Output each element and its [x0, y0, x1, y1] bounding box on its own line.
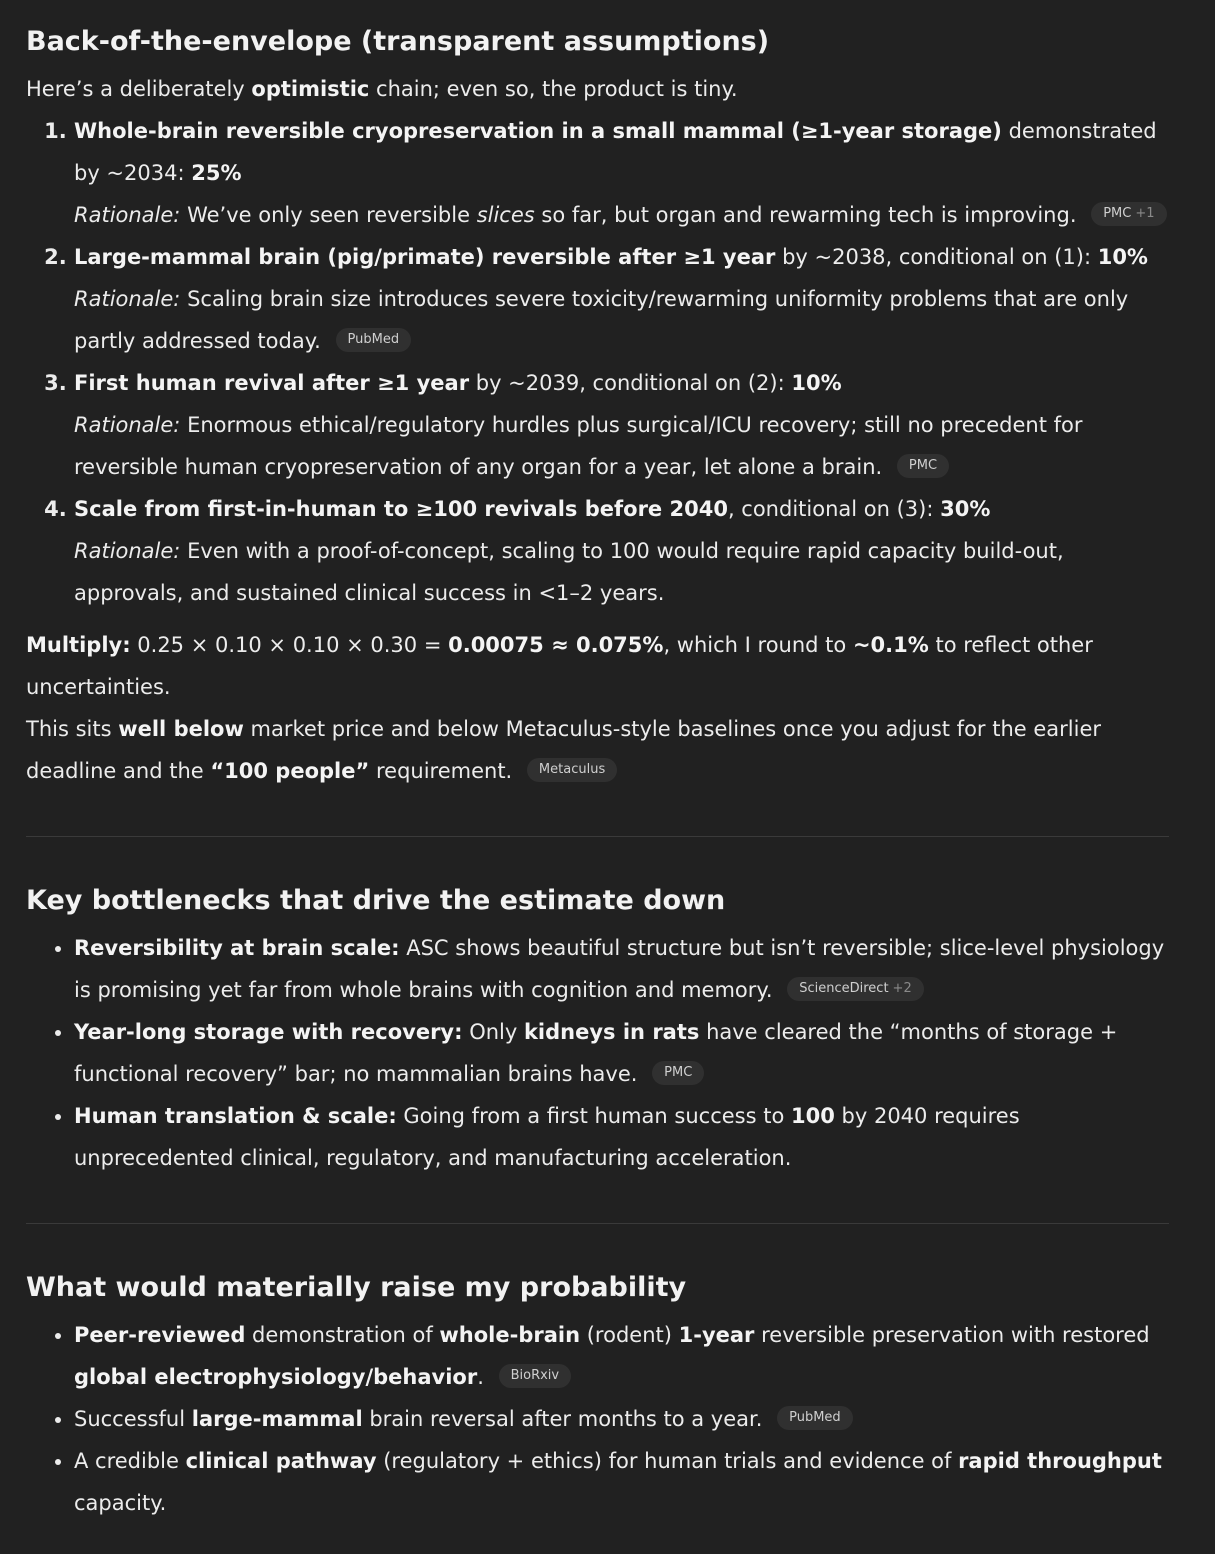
list-item: 2. Large-mammal brain (pig/primate) reversible after ≥1 year by ~2038, conditional on (1): 10% Rationale: Scaling brain size introduces severe toxicity/rewarming uniformity problems that are only partly addressed today. PubMed — [74, 236, 1179, 362]
assumption-list — [26, 110, 1179, 614]
list-item: 4. Scale from first-in-human to ≥100 revivals before 2040, conditional on (3): 30% Rationale: Even with a proof-of-concept, scaling to 100 would require rapid capacity build-out, approvals, and sustained clinical success in <1–2 years. — [74, 488, 1179, 614]
list-item: • Reversibility at brain scale: ASC shows beautiful structure but isn’t reversible; slice-level physiology is promising yet far from whole brains with cognition and memory. ScienceDirect +2 — [74, 927, 1179, 1011]
citation-chip[interactable]: Metaculus — [527, 758, 617, 782]
list-item: • A credible clinical pathway (regulatory + ethics) for human trials and evidence of rapid throughput capacity. — [74, 1440, 1179, 1524]
list-item: • Peer-reviewed demonstration of whole-brain (rodent) 1-year reversible preservation with restored global electrophysiology/behavior. BioRxiv — [74, 1314, 1179, 1398]
citation-chip[interactable]: PMC — [652, 1061, 704, 1085]
list-item: 1. Whole-brain reversible cryopreservation in a small mammal (≥1-year storage) demonstrated by ~2034: 25% Rationale: We’ve only seen reversible slices so far, but organ and rewarming tech is improving. PMC +1 — [74, 110, 1179, 236]
citation-chip[interactable]: PMC +1 — [1091, 202, 1166, 226]
list-item: • Human translation & scale: Going from a first human success to 100 by 2040 requires unprecedented clinical, regulatory, and manufacturing acceleration. — [74, 1095, 1179, 1179]
citation-chip[interactable]: PubMed — [777, 1406, 853, 1430]
citation-chip[interactable]: PubMed — [336, 328, 412, 352]
citation-chip[interactable]: ScienceDirect +2 — [787, 977, 924, 1001]
intro-paragraph: Here’s a deliberately optimistic chain; even so, the product is tiny. — [26, 77, 738, 101]
baseline-paragraph: This sits well below market price and below Metaculus-style baselines once you adjust for the earlier deadline and the “100 people” requirement. Metaculus — [26, 717, 1102, 783]
list-item: 3. First human revival after ≥1 year by ~2039, conditional on (2): 10% Rationale: Enormous ethical/regulatory hurdles plus surgical/ICU recovery; still no precedent for reversible human cryopreservation of any organ for a year, let alone a brain. PMC — [74, 362, 1179, 488]
section-bottlenecks — [26, 881, 1179, 1179]
bottleneck-list — [26, 927, 1179, 1179]
divider — [26, 1223, 1169, 1224]
section-heading: Key bottlenecks that drive the estimate down — [26, 885, 726, 916]
citation-chip[interactable]: BioRxiv — [499, 1364, 572, 1388]
raise-list — [26, 1314, 1179, 1524]
list-item: • Successful large-mammal brain reversal after months to a year. PubMed — [74, 1398, 1179, 1440]
divider — [26, 836, 1169, 837]
section-heading: Back-of-the-envelope (transparent assumptions) — [26, 26, 770, 57]
section-back-of-envelope — [26, 22, 1179, 792]
section-heading: What would materially raise my probability — [26, 1272, 687, 1303]
citation-chip[interactable]: PMC — [897, 454, 949, 478]
section-raise-probability — [26, 1268, 1179, 1524]
multiply-paragraph: Multiply: 0.25 × 0.10 × 0.10 × 0.30 = 0.00075 ≈ 0.075%, which I round to ~0.1% to reflect other uncertainties. — [26, 633, 1093, 699]
list-item: • Year-long storage with recovery: Only kidneys in rats have cleared the “months of storage + functional recovery” bar; no mammalian brains have. PMC — [74, 1011, 1179, 1095]
